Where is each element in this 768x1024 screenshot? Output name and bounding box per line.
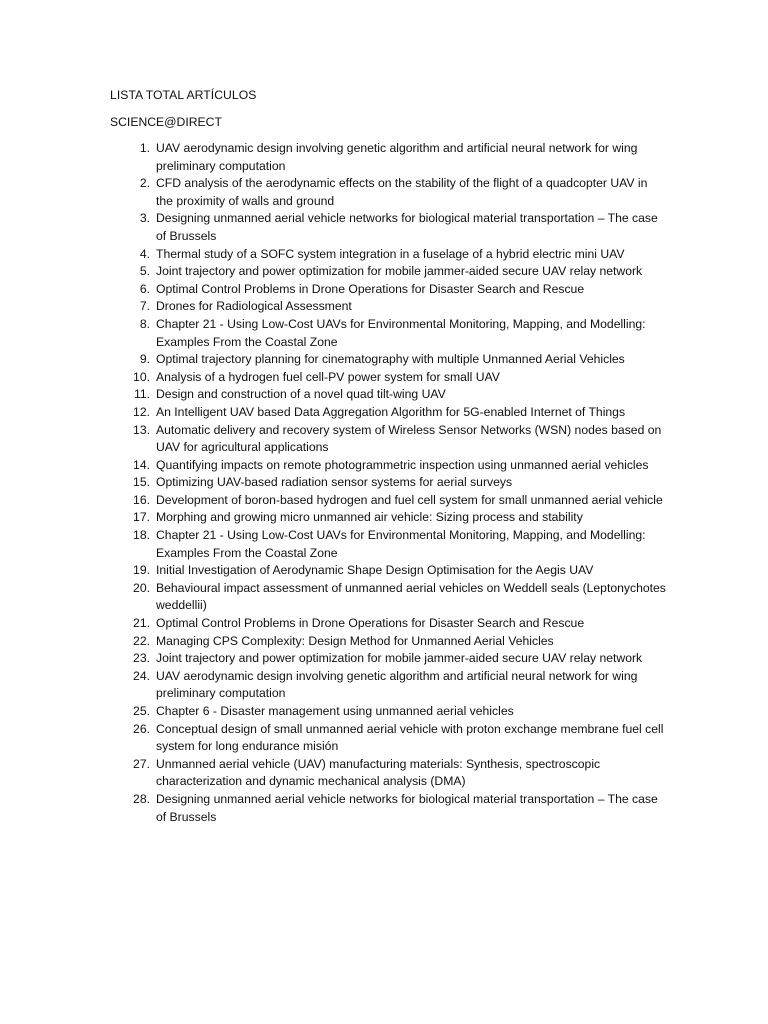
- list-item-number: 5.: [139, 264, 150, 279]
- list-item-title: CFD analysis of the aerodynamic effects on the stability of the flight of a quadcopter UAV in the proximity of walls and ground: [156, 176, 648, 208]
- list-item: [0, 404, 666, 422]
- list-item-title: Optimizing UAV-based radiation sensor systems for aerial surveys: [156, 475, 513, 490]
- list-item: [0, 422, 666, 457]
- list-item-number: 11.: [133, 387, 150, 402]
- list-item: [0, 492, 666, 510]
- list-item-title: Optimal Control Problems in Drone Operations for Disaster Search and Rescue: [156, 281, 585, 296]
- list-item-number: 19.: [133, 563, 150, 578]
- list-item-title: Drones for Radiological Assessment: [156, 299, 352, 314]
- list-item-number: 13.: [133, 422, 150, 437]
- list-item-title: Managing CPS Complexity: Design Method for Unmanned Aerial Vehicles: [156, 633, 554, 648]
- list-item-number: 15.: [133, 475, 150, 490]
- list-item: [0, 210, 666, 245]
- list-item-title: Designing unmanned aerial vehicle networks for biological material transportation – The case of Brussels: [156, 791, 658, 824]
- list-item: [0, 509, 666, 527]
- list-item: [0, 351, 666, 369]
- list-item-title: Chapter 21 - Using Low-Cost UAVs for Environmental Monitoring, Mapping, and Modelling: Examples From the Coastal Zone: [156, 528, 646, 560]
- list-item-number: 2.: [139, 176, 150, 191]
- list-item: [0, 369, 666, 387]
- list-item-number: 24.: [133, 668, 150, 683]
- list-item-title: UAV aerodynamic design involving genetic algorithm and artificial neural network for wing preliminary computation: [156, 141, 638, 173]
- list-item-title: Initial Investigation of Aerodynamic Shape Design Optimisation for the Aegis UAV: [156, 563, 594, 578]
- list-item: [0, 298, 666, 316]
- list-item-number: 3.: [139, 211, 150, 226]
- list-item: [0, 246, 666, 264]
- list-item-title: Chapter 21 - Using Low-Cost UAVs for Environmental Monitoring, Mapping, and Modelling: Examples From the Coastal Zone: [156, 316, 646, 349]
- list-item-number: 25.: [133, 704, 150, 718]
- list-item-number: 21.: [133, 616, 150, 631]
- list-item: [0, 263, 666, 281]
- list-item: [0, 756, 666, 791]
- list-item: [0, 668, 666, 703]
- list-item: [0, 474, 666, 492]
- list-item: [0, 316, 666, 351]
- list-item-number: 4.: [139, 246, 150, 261]
- list-item-number: 7.: [139, 299, 150, 314]
- list-item-number: 10.: [133, 369, 150, 384]
- list-item-title: Optimal trajectory planning for cinematography with multiple Unmanned Aerial Vehicles: [156, 352, 625, 367]
- list-item-number: 28.: [133, 791, 150, 806]
- article-list: [0, 140, 768, 826]
- list-item-number: 27.: [133, 756, 150, 771]
- list-item-title: Morphing and growing micro unmanned air vehicle: Sizing process and stability: [156, 510, 583, 525]
- list-item-title: Optimal Control Problems in Drone Operations for Disaster Search and Rescue: [156, 616, 585, 631]
- list-item-title: Unmanned aerial vehicle (UAV) manufacturing materials: Synthesis, spectroscopic characterization and dynamic mechanical analysis (DMA): [156, 756, 601, 789]
- list-item-title: Thermal study of a SOFC system integration in a fuselage of a hybrid electric mini UAV: [156, 246, 625, 261]
- list-item-title: Behavioural impact assessment of unmanned aerial vehicles on Weddell seals (Leptonychotes weddellii): [156, 580, 666, 613]
- list-item-title: Design and construction of a novel quad tilt-wing UAV: [156, 387, 446, 402]
- list-item-title: Conceptual design of small unmanned aerial vehicle with proton exchange membrane fuel cell system for long endurance misión: [156, 721, 664, 754]
- list-item-title: Chapter 6 - Disaster management using unmanned aerial vehicles: [156, 704, 514, 718]
- list-item: [0, 721, 666, 756]
- list-item-title: Analysis of a hydrogen fuel cell-PV power system for small UAV: [156, 369, 500, 384]
- list-item-title: An Intelligent UAV based Data Aggregation Algorithm for 5G-enabled Internet of Things: [156, 404, 626, 419]
- list-item-number: 14.: [133, 457, 150, 472]
- list-item: [0, 527, 666, 562]
- list-item: [0, 615, 666, 633]
- list-item: [0, 703, 666, 721]
- list-item-title: Automatic delivery and recovery system of Wireless Sensor Networks (WSN) nodes based on UAV for agricultural applications: [156, 422, 662, 455]
- list-item: [0, 140, 666, 175]
- list-item-number: 23.: [133, 651, 150, 666]
- list-item-number: 26.: [133, 721, 150, 736]
- list-item-number: 6.: [139, 281, 150, 296]
- list-item: [0, 791, 666, 826]
- list-item: [0, 580, 666, 615]
- list-item-number: 1.: [139, 141, 150, 155]
- section-heading: SCIENCE@DIRECT: [110, 115, 222, 129]
- list-item-number: 18.: [133, 528, 150, 543]
- list-item: [0, 175, 666, 210]
- list-item-number: 12.: [133, 404, 150, 419]
- list-item: [0, 650, 666, 668]
- list-item-title: Development of boron-based hydrogen and fuel cell system for small unmanned aerial vehicle: [156, 492, 663, 507]
- list-item-title: Joint trajectory and power optimization for mobile jammer-aided secure UAV relay network: [156, 264, 643, 279]
- list-item-number: 22.: [133, 633, 150, 648]
- list-item-title: UAV aerodynamic design involving genetic algorithm and artificial neural network for wing preliminary computation: [156, 668, 638, 701]
- list-item-number: 16.: [133, 492, 150, 507]
- list-item-number: 20.: [133, 580, 150, 595]
- list-item-number: 8.: [139, 316, 150, 331]
- list-item-title: Designing unmanned aerial vehicle networks for biological material transportation – The case of Brussels: [156, 211, 658, 243]
- list-item-number: 17.: [133, 510, 150, 525]
- list-item-title: Quantifying impacts on remote photogrammetric inspection using unmanned aerial vehicles: [156, 457, 649, 472]
- list-item: [0, 281, 666, 299]
- list-item-number: 9.: [139, 352, 150, 367]
- list-item-title: Joint trajectory and power optimization for mobile jammer-aided secure UAV relay network: [156, 651, 643, 666]
- list-item: [0, 386, 666, 404]
- list-item: [0, 562, 666, 580]
- list-item: [0, 457, 666, 475]
- list-item: [0, 633, 666, 651]
- document-title: LISTA TOTAL ARTÍCULOS: [110, 88, 257, 102]
